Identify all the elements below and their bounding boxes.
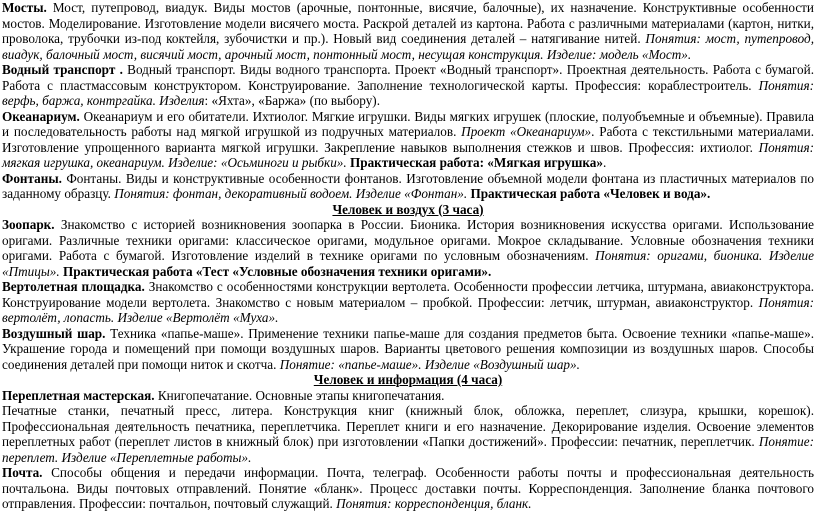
paragraph-text: Знакомство с историей возникновения зоопарка в России. Бионика. История возникновения искусства оригами. Использование оригами. Различные техники оригами: классическое оригами, модульное оригами. Мокрое складывание. Условные обозначения техники оригами. Работа с бумагой. Изготовление изделий в технике оригами по условным обозначениям. [2,217,814,263]
paragraph-italic: Понятия: оригами, бионика. Изделие «Птицы». [2,248,814,279]
paragraph-text: Водный транспорт. Виды водного транспорта. Проект «Водный транспорт». Проектная деятельность. Работа с бумагой. Работа с пластмассовым конструктором. Конструирование. Заполнение технологической карты. Профессия: кораблестроитель. [2,62,814,93]
paragraph-italic: Проект «Океанариум» [461,124,592,139]
paragraph-italic: Понятия: вертолёт, лопасть. Изделие «Вертолёт «Муха». [2,294,814,325]
paragraph-italic: Понятия: верфь, баржа, контргайка. Изделия [2,77,814,108]
paragraph-text: . [602,155,607,170]
paragraph-italic: Понятия: мягкая игрушка, океанариум. Изделие: «Осьминоги и рыбки». [2,139,814,170]
paragraph-italic: Понятия: корреспонденция, бланк. [336,496,532,511]
paragraph-title: Океанариум. [2,108,80,124]
paragraph-title: Зоопарк. [2,217,55,232]
paragraph-italic: Понятие: «папье-маше». Изделие «Воздушный шар». [279,356,580,372]
paragraph-title: Переплетная мастерская. [2,387,155,403]
paragraph-vozdushny-shar [2,326,814,373]
paragraph-title: Фонтаны. [2,170,62,186]
section-heading-air: Человек и воздух (3 часа) [332,201,484,217]
paragraph-mosty [2,0,814,62]
paragraph-okeanarium [2,109,814,171]
practical-work: Практическая работа: «Мягкая игрушка» [350,155,603,170]
paragraph-title: Вертолетная площадка. [2,279,145,294]
paragraph-text: Знакомство с особенностями конструкции вертолета. Особенности профессии летчика, штурмана, авиаконструктора. Конструирование модели вертолета. Знакомство с новым материалом – пробкой. Профессии: летчик, штурман, авиаконструктор. [2,279,815,310]
paragraph-text: Способы общения и передачи информации. Почта, телеграф. Особенности работы почты и профессиональная деятельность почтальона. Виды почтовых отправлений. Понятие «бланк». Процесс доставки почты. Корреспонденция. Заполнение бланка почтового отправления. Профессии: почтальон, почтовый служащий. [2,465,814,511]
paragraph-fontany [2,171,814,202]
paragraph-text: . Работа с текстильными материалами. Изготовление упрощенного варианта мягкой игрушки. Закрепление навыков выполнения стежков и швов. Профессия: ихтиолог. [2,124,814,155]
paragraph-text: Печатные станки, печатный пресс, литера. Конструкция книг (книжный блок, обложка, переплет, слизура, крышки, корешок). Профессиональная деятельность печатника, переплетчика. Переплет книги и его назначение. Декорирование изделия. Освоение элементов переплетных работ (переплет листов в книжный блок) при изготовлении «Папки достижений». Профессии: печатник, переплетчик. [2,403,814,449]
paragraph-vodny-transport [2,62,814,109]
paragraph-pochta [2,465,814,512]
paragraph-pereplet [2,388,814,404]
paragraph-stanki [2,403,814,465]
section-heading-info: Человек и информация (4 часа) [313,372,503,387]
paragraph-title: Почта. [2,465,43,480]
paragraph-title: Мосты. [2,0,47,15]
practical-work: Практическая работа «Человек и вода». [470,186,711,201]
paragraph-text: Океанариум и его обитатели. Ихтиолог. Мягкие игрушки. Виды мягких игрушек (плоские, полуобъемные и объемные). Правила и последовательность работы над мягкой игрушкой из подручных материалов. [2,108,814,139]
paragraph-text: Книгопечатание. Основные этапы книгопечатания. [154,387,445,403]
paragraph-italic: Понятие: переплет. Изделие «Переплетные работы». [2,434,814,465]
practical-work: Практическая работа «Тест «Условные обозначения техники оригами». [59,263,492,279]
paragraph-italic: Понятия: фонтан, декоративный водоем. Изделие «Фонтан». [114,186,471,201]
paragraph-zoopark [2,217,814,279]
paragraph-italic: Понятия: мост, путепровод, виадук, балочный мост, висячий мост, арочный мост, понтонный мост, несущая конструкция. Изделие: модель «Мост». [2,31,814,62]
paragraph-vertolet [2,279,814,326]
paragraph-text: Фонтаны. Виды и конструктивные особенности фонтанов. Изготовление объемной модели фонтана из пластичных материалов по заданному образцу. [2,170,814,201]
paragraph-text: Мост, путепровод, виадук. Виды мостов (арочные, понтонные, висячие, балочные), их назначение. Конструктивные особенности мостов. Моделирование. Изготовление модели висячего моста. Раскрой деталей из картона. Работа с различными материалами (картон, нитки, проволока, трубочки из-под коктейля, зубочистки и пр.). Новый вид соединения деталей – натягивание нитей. [2,0,814,46]
paragraph-title: Воздушный шар. [2,325,106,341]
paragraph-text: : «Яхта», «Баржа» (по выбору). [204,93,380,108]
paragraph-text: Техника «папье-маше». Применение техники папье-маше для создания предметов быта. Освоение техники «папье-маше». Украшение города и помещений при помощи воздушных шаров. Варианты цветового решения композиции из воздушных шаров. Способы соединения деталей при помощи ниток и скотча. [2,325,815,372]
paragraph-title: Водный транспорт . [2,62,123,77]
